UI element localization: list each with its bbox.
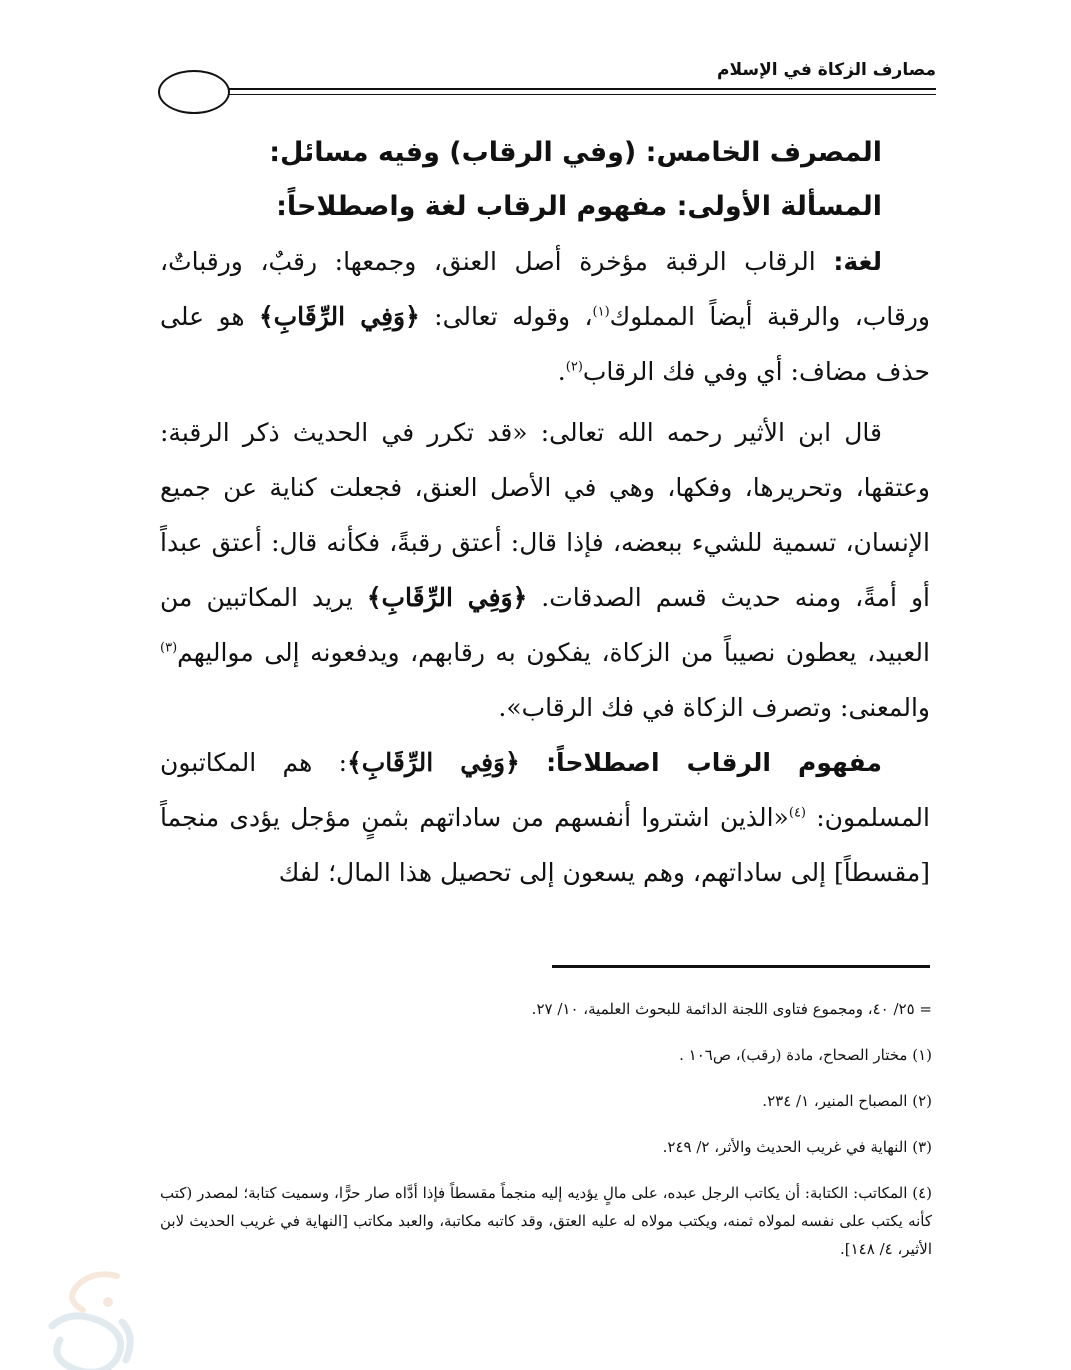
footnote-continuation: = ٢٥/ ٤٠، ومجموع فتاوى اللجنة الدائمة للبحوث العلمية، ١٠/ ٢٧. [531, 1000, 932, 1018]
paragraph-text: ، وقوله تعالى: [419, 302, 593, 331]
footnote-3: (٣) النهاية في غريب الحديث والأثر، ٢/ ٢٤٩. [662, 1138, 932, 1156]
running-title: مصارف الزكاة في الإسلام [717, 60, 936, 80]
paragraph-text: «الذين اشتروا أنفسهم من ساداتهم بثمنٍ مؤجل يؤدى منجماً [مقسطاً] إلى ساداتهم، وهم يسعون إلى تحصيل هذا المال؛ لفك [160, 803, 930, 887]
footnote-ref-1[interactable]: (١) [592, 304, 610, 320]
paragraph-text: : هم المكاتبون المسلمون: [160, 748, 930, 832]
footnote-ref-2[interactable]: (٢) [565, 359, 583, 375]
footnotes [160, 995, 932, 1263]
footnote-ref-3[interactable]: (٣) [160, 640, 178, 656]
section-heading: المصرف الخامس: (وفي الرقاب) وفيه مسائل: [269, 137, 882, 168]
publisher-logo-watermark [22, 1268, 152, 1370]
quran-quote: ﴿وَفِي الرِّقَابِ﴾ [258, 302, 420, 331]
paragraph-text: الرقاب الرقبة مؤخرة أصل العنق، وجمعها: رقبٌ، ورقباتٌ، ورقاب، والرقبة أيضاً المملوك [160, 247, 931, 331]
header-rule-thin [216, 94, 936, 95]
paragraph-text: والمعنى: وتصرف الزكاة في فك الرقاب». [498, 693, 930, 722]
paragraph-text: . [557, 357, 566, 386]
paragraph-text: هو على حذف مضاف: أي وفي فك الرقاب [160, 302, 930, 386]
page-header [156, 58, 936, 118]
main-text [160, 126, 930, 900]
paragraph-terminology [160, 735, 930, 900]
paragraph-text: قال ابن الأثير رحمه الله تعالى: «قد تكرر في الحديث ذكر الرقبة: وعتقها، وتحريرها، وفكها، وهي في الأصل العنق، فجعلت كناية عن جميع الإنسان، تسمية للشيء ببعضه، فإذا قال: أعتق رقبةً، فكأنه قال: أعتق عبداً أو أمةً، ومنه حديث قسم الصدقات. [160, 418, 930, 612]
spacer [520, 748, 546, 777]
footnote-separator [552, 965, 930, 968]
quran-quote: ﴿وَفِي الرِّقَابِ﴾ [366, 583, 528, 612]
footnote-4: (٤) المكاتب: الكتابة: أن يكاتب الرجل عبده، على مالٍ يؤديه إليه منجماً مقسطاً فإذا أدَّاه صار حرًّا، وسميت كتابة؛ لمصدر (كتب كأنه يكتب على نفسه لمولاه ثمنه، ويكتب مولاه له عليه العتق، وقد كاتبه مكاتبة، والعبد مكاتب [النهاية في غريب الحديث لابن الأثير، ٤/ ١٤٨]. [160, 1184, 932, 1258]
paragraph-text: يريد المكاتبين من العبيد، يعطون نصيباً من الزكاة، يفكون به رقابهم، ويدفعونه إلى مواليهم [160, 583, 930, 667]
footnote-ref-4[interactable]: (٤) [788, 805, 806, 821]
page-number-oval [158, 70, 230, 114]
paragraph-lead: لغة: [833, 247, 882, 276]
footnote-2: (٢) المصباح المنير، ١/ ٢٣٤. [762, 1092, 932, 1110]
paragraph-ibn-athir [160, 405, 930, 735]
paragraph-lead: مفهوم الرقاب اصطلاحاً: [546, 748, 883, 777]
header-rule [216, 88, 936, 90]
quran-quote: ﴿وَفِي الرِّقَابِ﴾ [347, 748, 520, 777]
paragraph-linguistic [160, 234, 930, 399]
footnote-1: (١) مختار الصحاح، مادة (رقب)، ص١٠٦ . [679, 1046, 932, 1064]
subsection-heading: المسألة الأولى: مفهوم الرقاب لغة واصطلاحاً: [276, 191, 882, 222]
